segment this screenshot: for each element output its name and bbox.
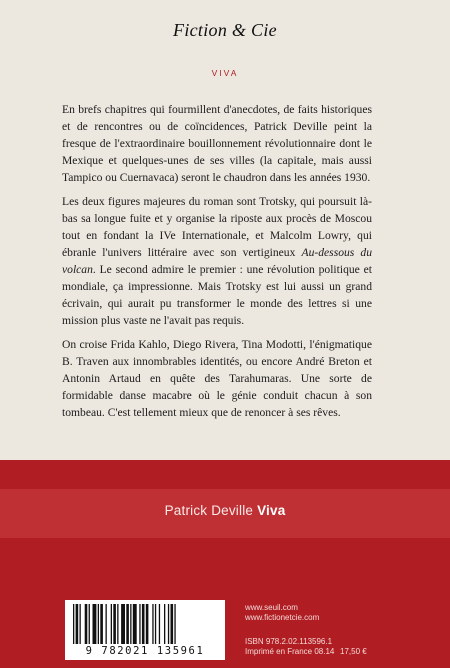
barcode-bar — [98, 604, 99, 644]
blurb-paragraph-2-start: Les deux figures majeures du roman sont Trotsky, qui poursuit là-bas sa longue fuite et y organise la riposte aux procès de Moscou tout en fondant la IVe Internationale, et Malcolm Lowry, qui ébranle l'univers littéraire avec son vertigineux — [62, 195, 372, 259]
barcode-bar — [174, 604, 175, 644]
barcode-bar — [93, 604, 97, 644]
barcode-bar — [85, 604, 88, 644]
isbn-info — [245, 637, 334, 657]
barcode-bar — [111, 604, 112, 644]
barcode-bar — [159, 604, 160, 644]
barcode-bar — [106, 604, 107, 644]
barcode-bar — [89, 604, 90, 644]
blurb-paragraph-2-end: . Le second admire le premier : une révolution politique et mondiale, ça impressionne. Mais Trotsky est lui aussi un grand écrivain, qui aurait pu transformer le monde des lettres si une mission plus vaste ne l'avait pas requis. — [62, 263, 372, 327]
blurb-paragraph-2 — [62, 193, 372, 329]
barcode-bar — [130, 604, 131, 644]
barcode-bar — [100, 604, 103, 644]
printed-in: Imprimé en France 08.14 — [245, 647, 335, 656]
publisher-url: www.seuil.com — [245, 603, 298, 612]
barcode — [65, 600, 225, 660]
price: 17,50 € — [340, 647, 367, 656]
barcode-digits: 9 782021 135961 — [85, 645, 205, 657]
barcode-bar — [155, 604, 156, 644]
blurb-paragraph-3: On croise Frida Kahlo, Diego Rivera, Tina Modotti, l'énigmatique B. Traven aux innombrables identités, ou encore André Breton et Antonin Artaud en quête des Tarahumaras. Une sorte de formidable danse macabre où le génie conduit chacun à son tombeau. C'est tellement mieux que de renoncer à ses rêves. — [62, 338, 372, 419]
barcode-bars — [73, 604, 217, 644]
barcode-bar — [73, 604, 74, 644]
barcode-bar — [80, 604, 81, 644]
book-title: Viva — [257, 503, 286, 518]
barcode-bar — [168, 604, 169, 644]
blurb — [62, 101, 372, 428]
barcode-bar — [171, 604, 174, 644]
barcode-bar — [152, 604, 153, 644]
collection-url: www.fictionetcie.com — [245, 613, 320, 622]
barcode-bar — [76, 604, 79, 644]
author-title-line — [0, 503, 450, 518]
collection-name: Fiction & Cie — [173, 20, 277, 40]
barcode-bar — [133, 604, 137, 644]
author-name: Patrick Deville — [164, 503, 254, 518]
barcode-bar — [121, 604, 125, 644]
barcode-bar — [117, 604, 118, 644]
blurb-paragraph-1: En brefs chapitres qui fourmillent d'anecdotes, de faits historiques et de rencontres ou de coïncidences, Patrick Deville peint la fresque de l'extraordinaire bouillonnement révolutionnaire dont le Mexique et quelques-unes de ses villes (la capitale, mais aussi Tampico ou Cuernavaca) seront le chaudron dans les années 1930. — [62, 103, 372, 184]
barcode-bar — [164, 604, 165, 644]
isbn-number: ISBN 978.2.02.113596.1 — [245, 637, 333, 646]
publisher-urls — [245, 603, 319, 623]
novel-title-italic: Au-dessous du volcan — [62, 246, 372, 276]
barcode-bar — [142, 604, 145, 644]
barcode-bar — [126, 604, 129, 644]
barcode-bar — [139, 604, 140, 644]
barcode-bar — [113, 604, 116, 644]
barcode-bar — [146, 604, 149, 644]
book-title-label: VIVA — [211, 68, 239, 78]
